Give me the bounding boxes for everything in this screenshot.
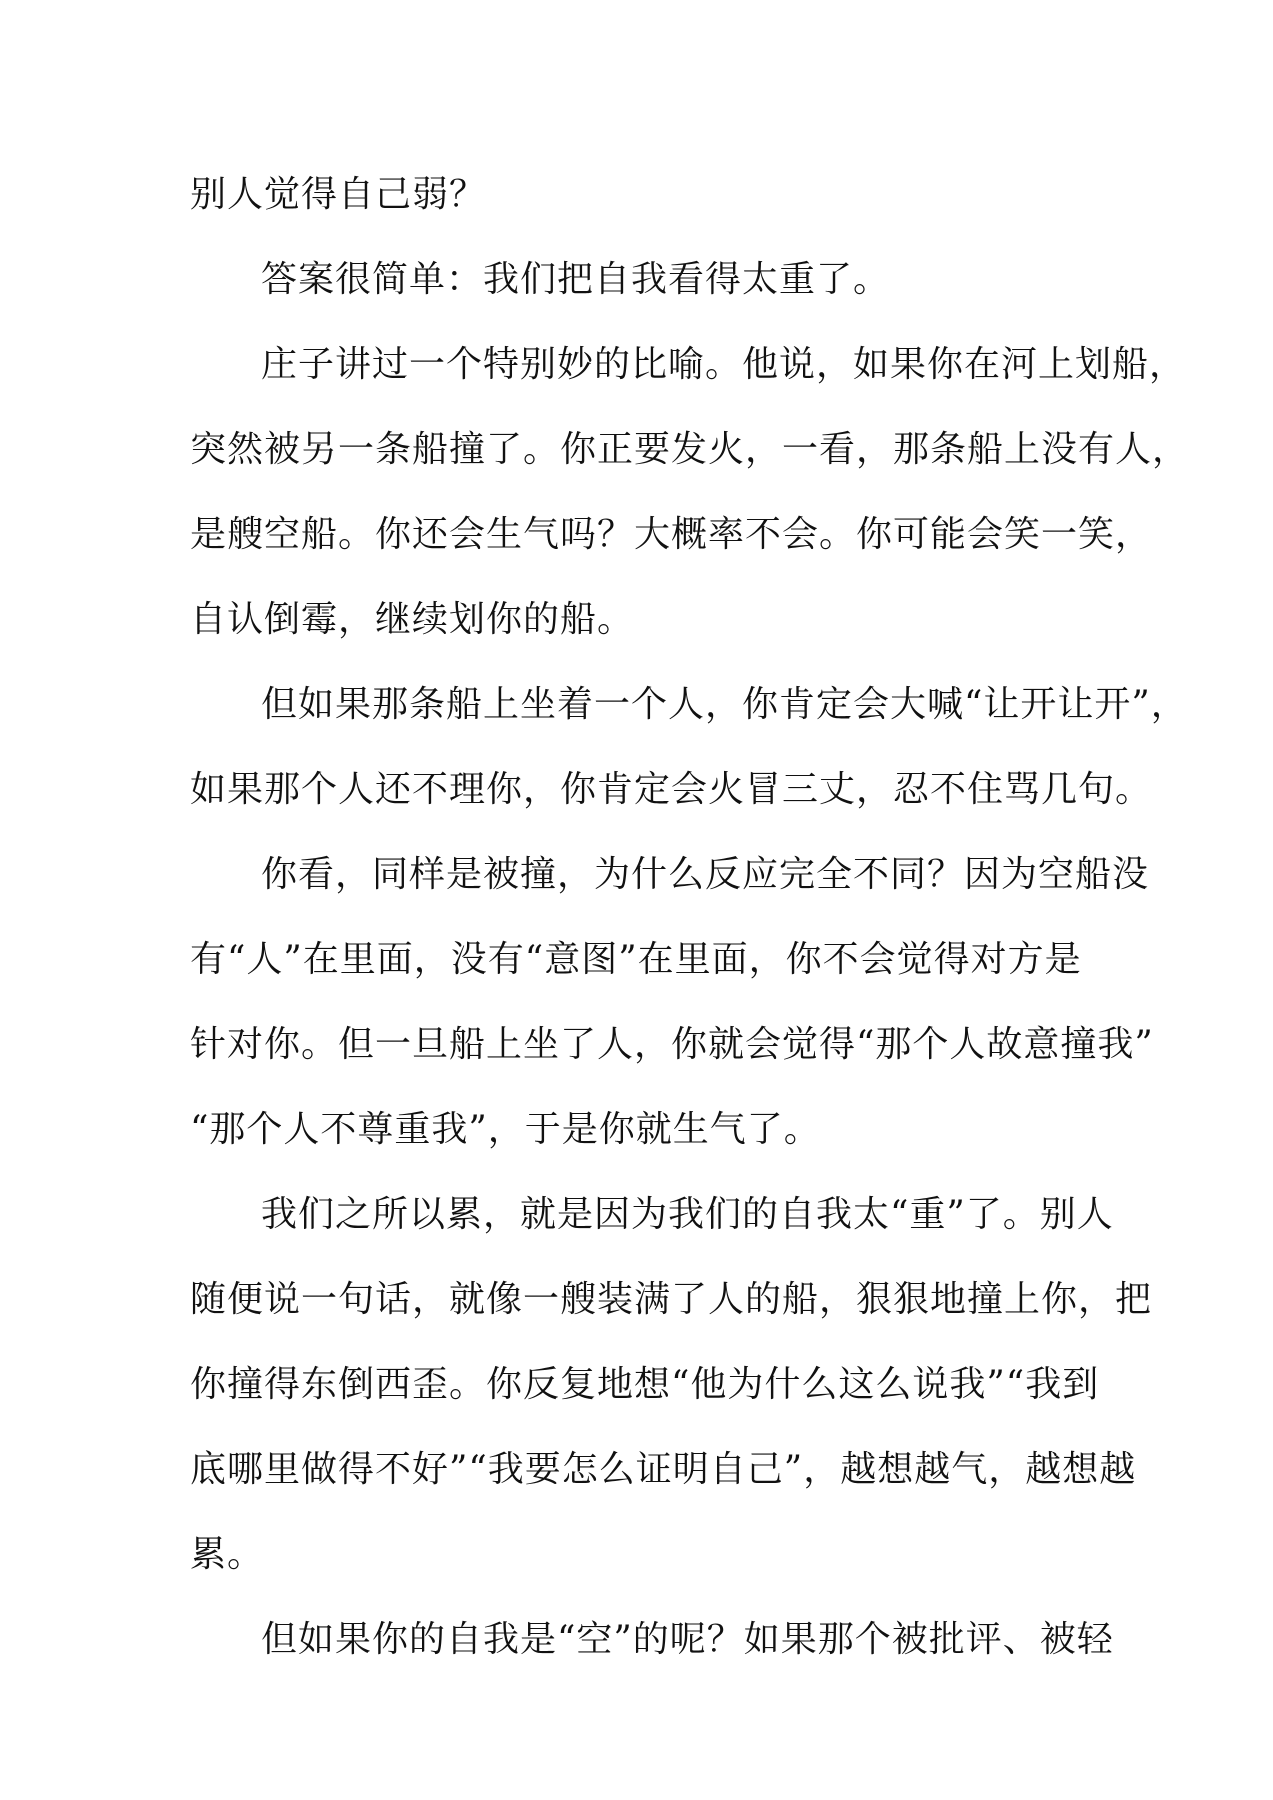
paragraph-start-line: 答案很简单：我们把自我看得太重了。 bbox=[261, 259, 891, 300]
text-line: 是艘空船。你还会生气吗？大概率不会。你可能会笑一笑， bbox=[190, 514, 1153, 555]
paragraph-start-line: 我们之所以累，就是因为我们的自我太“重”了。别人 bbox=[261, 1194, 1114, 1235]
paragraph-start-line: 但如果你的自我是“空”的呢？如果那个被批评、被轻 bbox=[261, 1619, 1114, 1660]
text-line: 底哪里做得不好”“我要怎么证明自己”，越想越气，越想越 bbox=[190, 1449, 1137, 1490]
text-line: 自认倒霉，继续划你的船。 bbox=[190, 599, 635, 640]
paragraph-start-line: 你看，同样是被撞，为什么反应完全不同？因为空船没 bbox=[261, 854, 1150, 895]
paragraph-start-line: 但如果那条船上坐着一个人，你肯定会大喊“让开让开”， bbox=[261, 684, 1188, 725]
text-line: 突然被另一条船撞了。你正要发火，一看，那条船上没有人， bbox=[190, 429, 1190, 470]
text-line: 别人觉得自己弱？ bbox=[190, 174, 487, 215]
text-line: 随便说一句话，就像一艘装满了人的船，狠狠地撞上你，把 bbox=[190, 1279, 1153, 1320]
text-line: 你撞得东倒西歪。你反复地想“他为什么这么说我”“我到 bbox=[190, 1364, 1100, 1405]
paragraph-start-line: 庄子讲过一个特别妙的比喻。他说，如果你在河上划船， bbox=[261, 344, 1187, 385]
text-line: “那个人不尊重我”，于是你就生气了。 bbox=[190, 1109, 821, 1150]
text-line: 有“人”在里面，没有“意图”在里面，你不会觉得对方是 bbox=[190, 939, 1082, 980]
text-line: 如果那个人还不理你，你肯定会火冒三丈，忍不住骂几句。 bbox=[190, 769, 1153, 810]
text-line: 针对你。但一旦船上坐了人，你就会觉得“那个人故意撞我” bbox=[190, 1024, 1154, 1065]
text-line: 累。 bbox=[190, 1534, 265, 1575]
